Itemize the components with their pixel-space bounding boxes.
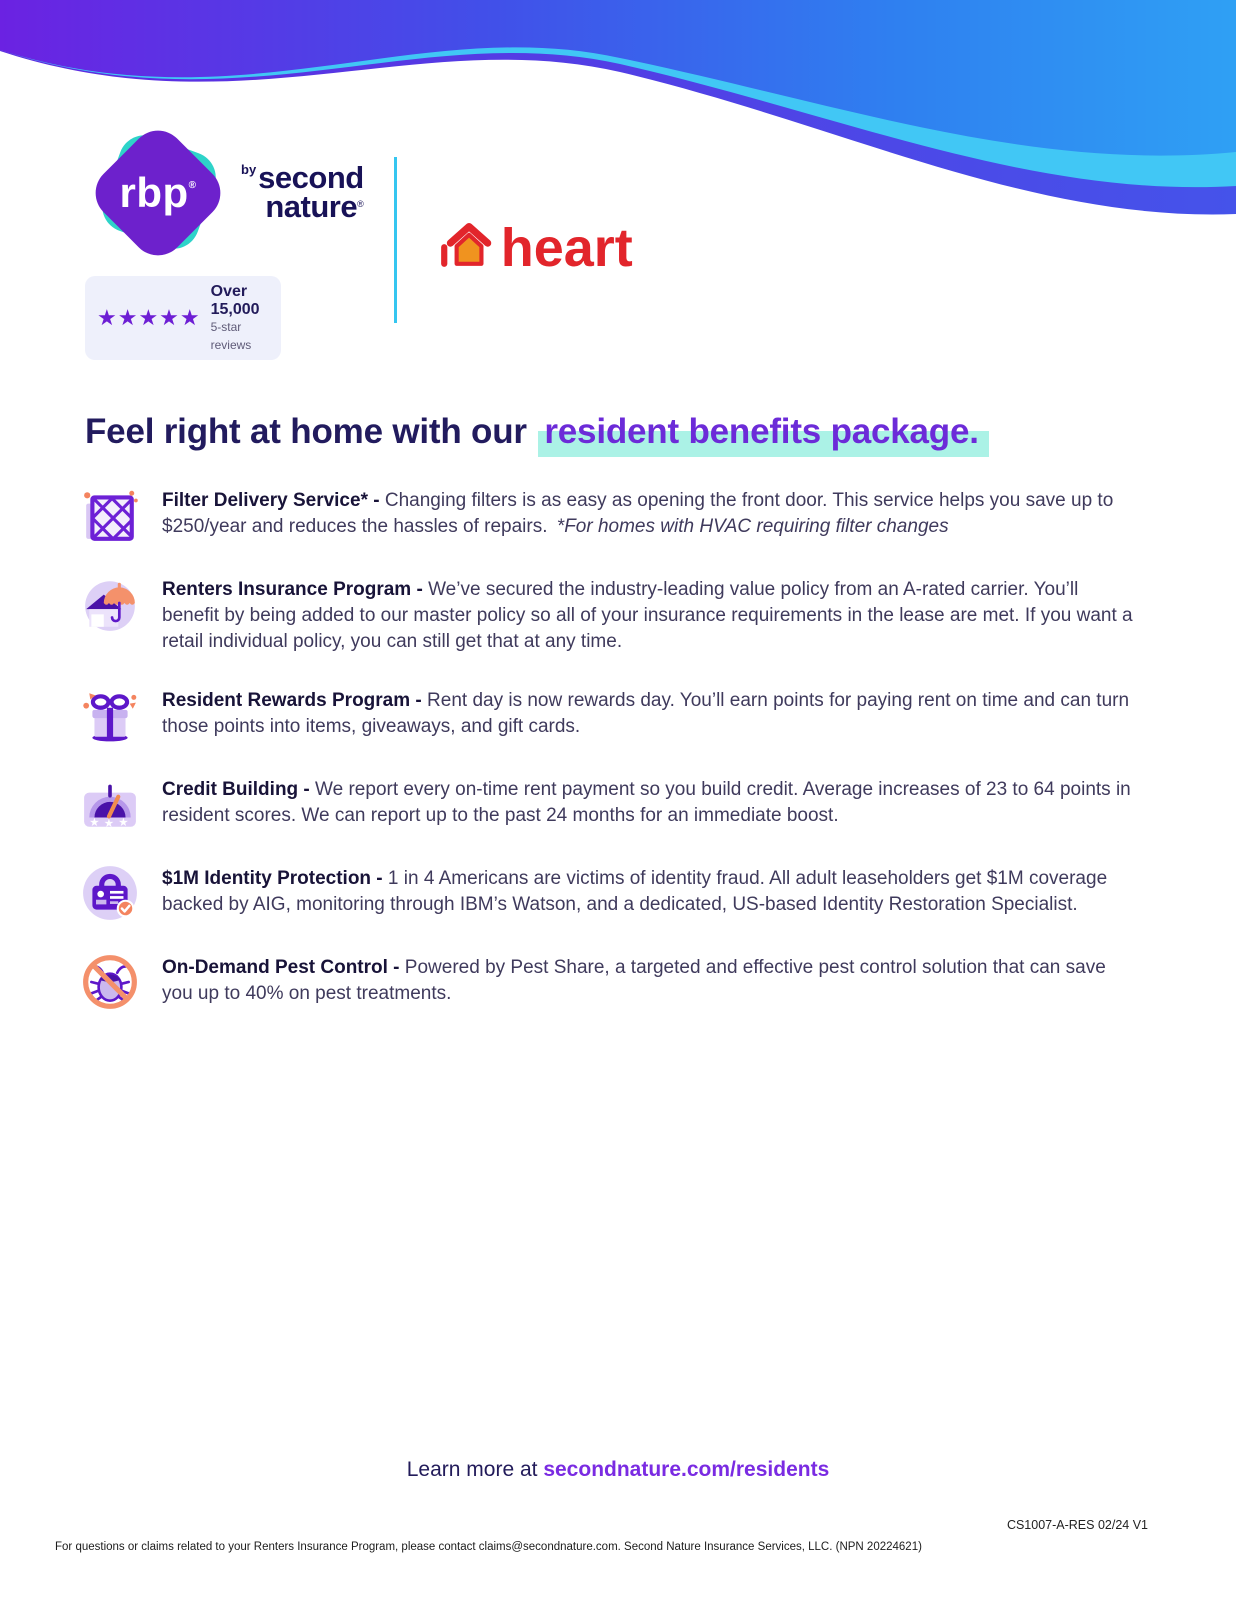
renters-insurance-icon	[78, 575, 142, 633]
page-title	[85, 412, 1236, 452]
resident-rewards-icon	[78, 686, 142, 744]
identity-protection-icon	[78, 864, 142, 922]
benefit-body: 1 in 4 Americans are victims of identity fraud. All adult leaseholders get $1M coverage backed by AIG, monitoring through IBM’s Watson, and a dedicated, US-based Identity Restoration Specialist.	[162, 867, 1108, 915]
rbp-logo	[85, 120, 364, 266]
heart-house-icon	[437, 210, 499, 270]
pest-control-icon	[78, 953, 142, 1011]
svg-text:★: ★	[118, 816, 129, 829]
benefit-text	[162, 688, 1137, 740]
learn-more-prefix: Learn more at	[406, 1458, 538, 1481]
residents-url-link[interactable]: secondnature.com/residents	[543, 1458, 830, 1481]
svg-text:★: ★	[103, 817, 114, 830]
headline-prefix: Feel right at home with our	[85, 412, 527, 452]
rbp-logo-block	[85, 120, 364, 360]
document-code: CS1007-A-RES 02/24 V1	[1006, 1518, 1148, 1532]
benefit-item-pest-control	[78, 955, 1166, 1011]
benefit-body: We’ve secured the industry-leading value policy from an A-rated carrier. You’ll benefit by being added to our master policy so all of your insurance requirements in the lease are met. If you want a retail individual policy, you can still get that at any time.	[162, 579, 1133, 653]
reviews-count: Over 15,000	[210, 283, 260, 318]
benefits-list	[78, 488, 1166, 1010]
reviews-text	[211, 283, 269, 353]
brand-line-2: nature	[265, 189, 358, 224]
benefit-text	[162, 866, 1137, 918]
five-stars-icon: ★★★★★	[97, 305, 201, 331]
credit-building-icon	[78, 775, 142, 833]
benefit-title: On-Demand Pest Control -	[162, 956, 400, 978]
rbp-wordmark	[85, 120, 231, 266]
benefit-item-credit-building	[78, 777, 1166, 833]
benefit-note: *For homes with HVAC requiring filter changes	[556, 516, 949, 538]
reviews-badge	[85, 276, 281, 360]
benefit-title: Renters Insurance Program -	[162, 579, 423, 601]
rbp-wordmark-text: rbp	[119, 169, 189, 216]
learn-more-line	[0, 1458, 1236, 1482]
benefit-item-filter-delivery	[78, 488, 1166, 544]
heart-logo	[437, 210, 633, 278]
benefit-text	[162, 488, 1137, 540]
filter-delivery-icon	[78, 486, 142, 544]
benefit-title: $1M Identity Protection -	[162, 867, 383, 889]
brand-reg-mark: ®	[357, 199, 364, 209]
benefit-body: Changing filters is as easy as opening the front door. This service helps you save up to $250/year and reduces the hassles of repairs.	[162, 490, 1114, 538]
fine-print: For questions or claims related to your Renters Insurance Program, please contact claims@secondnature.com. Second Nature Insurance Services, LLC. (NPN 20224621)	[55, 1541, 922, 1553]
benefit-text	[162, 955, 1137, 1007]
benefit-text	[162, 777, 1137, 829]
benefit-title: Resident Rewards Program -	[162, 689, 422, 711]
benefit-body: We report every on-time rent payment so you build credit. Average increases of 23 to 64 points in resident scores. We can report up to the past 24 months for an immediate boost.	[162, 778, 1131, 826]
rbp-reg-mark: ®	[188, 179, 197, 191]
by-label: by	[241, 162, 257, 178]
benefit-item-identity-protection	[78, 866, 1166, 922]
benefit-title: Filter Delivery Service* -	[162, 490, 380, 512]
benefit-title: Credit Building -	[162, 778, 310, 800]
benefit-body: Rent day is now rewards day. You’ll earn points for paying rent on time and can turn those points into items, giveaways, and gift cards.	[162, 689, 1130, 737]
benefit-item-renters-insurance	[78, 577, 1166, 654]
benefit-text	[162, 577, 1137, 654]
benefit-item-resident-rewards	[78, 688, 1166, 744]
benefit-body: Powered by Pest Share, a targeted and effective pest control solution that can save you up to 40% on pest treatments.	[162, 956, 1106, 1004]
reviews-caption: 5-star reviews	[210, 320, 252, 352]
rbp-mark-icon	[85, 120, 231, 266]
brand-row	[85, 120, 1236, 360]
headline-highlight: resident benefits package.	[538, 412, 988, 457]
vertical-divider	[394, 157, 397, 323]
second-nature-wordmark	[241, 160, 364, 224]
heart-wordmark: heart	[500, 217, 633, 278]
brand-line-1: second	[258, 160, 364, 196]
svg-text:★: ★	[89, 816, 100, 829]
